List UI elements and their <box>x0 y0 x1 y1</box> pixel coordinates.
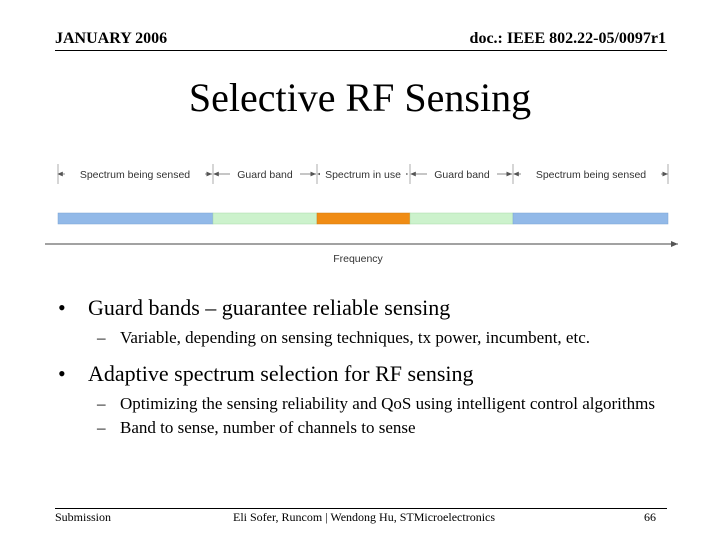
sub-bullet-text: Variable, depending on sensing techniques, tx power, incumbent, etc. <box>120 328 590 347</box>
sub-bullet-item <box>55 419 675 437</box>
footer-authors: Eli Sofer, Runcom | Wendong Hu, STMicroelectronics <box>233 510 496 524</box>
footer-divider <box>55 508 667 509</box>
header-divider <box>55 50 667 51</box>
frequency-axis-label: Frequency <box>333 253 383 265</box>
sub-bullet-text: Band to sense, number of channels to sense <box>120 418 416 437</box>
band-spectrum-in-use <box>317 213 410 224</box>
header-doc-id: doc.: IEEE 802.22-05/0097r1 <box>469 30 666 47</box>
segment-label-2: Guard band <box>237 169 293 181</box>
sub-bullet-dash: – <box>97 418 106 437</box>
sub-bullet-dash: – <box>97 394 106 413</box>
bullet-item <box>55 361 675 387</box>
slide-title: Selective RF Sensing <box>188 75 532 120</box>
band-spectrum-sensed-left <box>58 213 213 224</box>
sub-bullet-text: Optimizing the sensing reliability and QoS using intelligent control algorithms <box>120 394 655 413</box>
footer-submission: Submission <box>55 510 112 524</box>
band-guard-right <box>410 213 513 224</box>
sub-bullet-dash: – <box>97 328 106 347</box>
segment-label-5: Spectrum being sensed <box>535 169 647 181</box>
bullet-list <box>55 295 675 443</box>
band-spectrum-sensed-right <box>513 213 668 224</box>
page-number: 66 <box>644 510 656 524</box>
bullet-item <box>55 295 675 321</box>
segment-label-4: Guard band <box>434 169 490 181</box>
band-guard-left <box>213 213 317 224</box>
sub-bullet-item <box>55 329 675 347</box>
segment-label-1: Spectrum being sensed <box>79 169 191 181</box>
bullet-dot: • <box>58 295 66 320</box>
bullet-text: Adaptive spectrum selection for RF sensing <box>88 361 474 386</box>
bullet-text: Guard bands – guarantee reliable sensing <box>88 295 451 320</box>
sub-bullet-item <box>55 395 675 413</box>
header-date: JANUARY 2006 <box>55 30 168 47</box>
spectrum-diagram <box>45 155 685 270</box>
segment-label-3: Spectrum in use <box>325 169 401 181</box>
bullet-dot: • <box>58 361 66 386</box>
